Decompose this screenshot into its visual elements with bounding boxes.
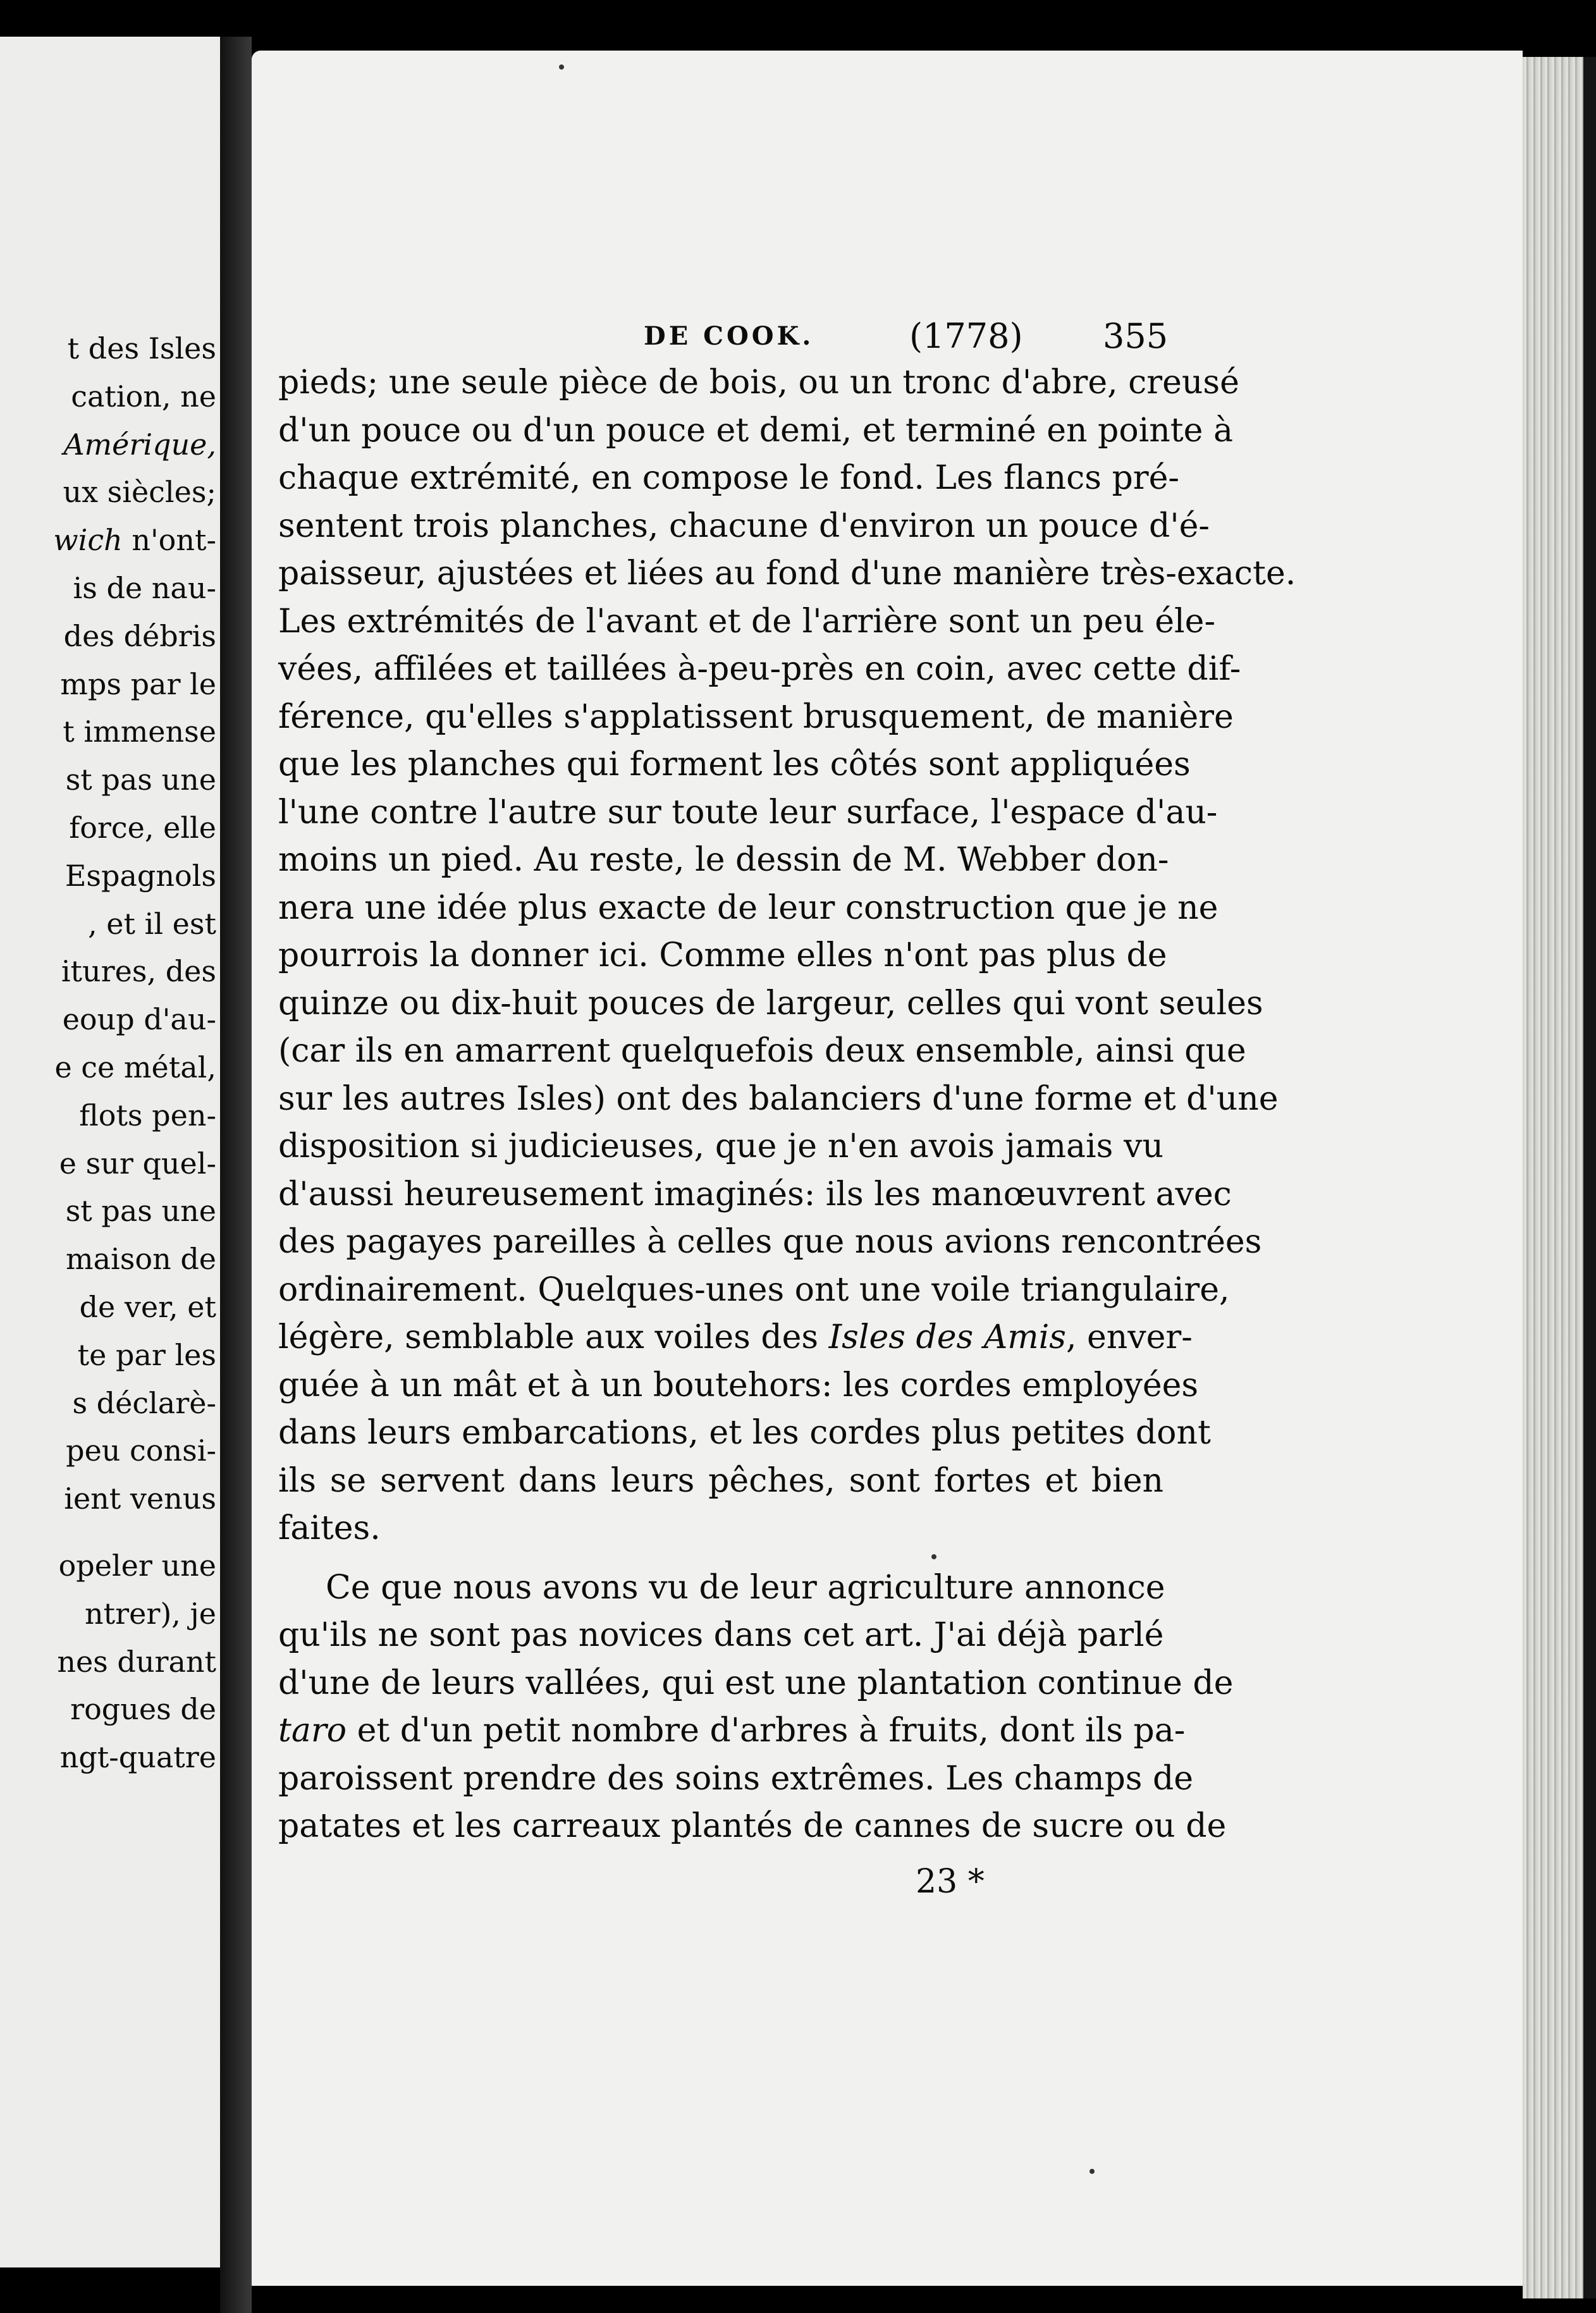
previous-page [0, 37, 220, 2267]
page-header [644, 316, 1169, 356]
text-line: paroissent prendre des soins extrêmes. Les champs de [278, 1759, 1194, 1798]
left-page-line: ngt-quatre [59, 1740, 216, 1775]
left-page-line: mps par le [60, 666, 216, 701]
text-line: nera une idée plus exacte de leur construction que je ne [278, 888, 1218, 927]
left-page-line: e sur quel- [59, 1146, 216, 1181]
left-page-line: wich n'ont- [53, 523, 216, 558]
text-line: paisseur, ajustées et liées au fond d'une manière très-exacte. [278, 555, 1296, 592]
text-line: des pagayes pareilles à celles que nous avions rencontrées [278, 1223, 1262, 1261]
left-page-line: nes durant [57, 1644, 216, 1679]
book-gutter [220, 37, 252, 2313]
left-page-line: peu consi- [66, 1433, 216, 1468]
body-text [278, 359, 1296, 1851]
left-page-line: s déclarè- [72, 1385, 216, 1420]
left-page-line: Amérique, [63, 427, 216, 462]
text-line: dans leurs embarcations, et les cordes plus petites dont [278, 1414, 1211, 1452]
left-page-line: t immense [63, 715, 216, 749]
italic-word: taro [278, 1712, 347, 1750]
left-page-line: force, elle [69, 811, 216, 845]
left-page-line: ux siècles; [63, 475, 216, 510]
text-segment: , enver- [1065, 1318, 1193, 1356]
text-line: ordinairement. Quelques-unes ont une voile triangulaire, [278, 1270, 1230, 1309]
running-head: DE COOK. [644, 321, 814, 351]
text-line: disposition si judicieuses, que je n'en avois jamais vu [278, 1127, 1163, 1165]
page-number: 355 [1103, 316, 1169, 356]
left-page-line: flots pen- [79, 1098, 216, 1132]
left-page-line: st pas une [65, 763, 216, 797]
left-page-line: opeler une [58, 1549, 216, 1583]
left-page-line: Espagnols [64, 858, 216, 893]
header-year: (1778) [909, 316, 1023, 356]
text-line: chaque extrémité, en compose le fond. Les flancs pré- [278, 459, 1179, 497]
left-page-line: te par les [77, 1337, 216, 1372]
left-page-line: itures, des [61, 954, 216, 989]
text-line: moins un pied. Au reste, le dessin de M. Webber don- [278, 841, 1169, 879]
signature-mark: 23 * [916, 1863, 985, 1901]
left-page-line: rogues de [70, 1692, 216, 1727]
text-line: que les planches qui forment les côtés sont appliquées [278, 745, 1191, 783]
text-line: sur les autres Isles) ont des balanciers d'une forme et d'une [278, 1079, 1279, 1118]
text-segment: et d'un petit nombre d'arbres à fruits, dont ils pa- [347, 1712, 1186, 1750]
text-line: patates et les carreaux plantés de cannes de sucre ou de [278, 1807, 1227, 1845]
left-page-line: ntrer), je [85, 1596, 216, 1631]
left-page-line: de ver, et [79, 1290, 216, 1324]
left-page-line: cation, ne [71, 379, 216, 414]
left-page-line: des débris [63, 618, 216, 653]
text-line: (car ils en amarrent quelquefois deux ensemble, ainsi que [278, 1032, 1246, 1070]
left-page-line: is de nau- [73, 571, 216, 605]
ink-speck [1090, 2169, 1095, 2174]
italic-place-name: Isles des Amis [828, 1318, 1066, 1356]
text-line: qu'ils ne sont pas novices dans cet art. J'ai déjà parlé [278, 1616, 1164, 1654]
cover-edge [1583, 57, 1596, 2298]
text-line: ils se servent dans leurs pêches, sont fortes et bien [278, 1461, 1163, 1500]
left-page-line: maison de [66, 1242, 216, 1277]
text-line: quinze ou dix-huit pouces de largeur, celles qui vont seules [278, 984, 1263, 1022]
left-page-line: eoup d'au- [62, 1002, 216, 1037]
text-line: pieds; une seule pièce de bois, ou un tronc d'abre, creusé [278, 364, 1239, 402]
left-page-line: t des Isles [67, 331, 216, 365]
text-line: d'un pouce ou d'un pouce et demi, et terminé en pointe à [278, 411, 1233, 450]
text-line: férence, qu'elles s'applatissent brusquement, de manière [278, 697, 1234, 736]
text-line: Les extrémités de l'avant et de l'arrière sont un peu éle- [278, 602, 1216, 641]
text-segment: légère, semblable aux voiles des [278, 1318, 829, 1356]
text-line: pourrois la donner ici. Comme elles n'ont pas plus de [278, 936, 1167, 974]
page-edges [1523, 57, 1596, 2298]
text-line: d'une de leurs vallées, qui est une plantation continue de [278, 1664, 1234, 1702]
text-line: sentent trois planches, chacune d'environ un pouce d'é- [278, 506, 1210, 545]
text-line-taro [278, 1707, 1186, 1755]
text-line: l'une contre l'autre sur toute leur surface, l'espace d'au- [278, 793, 1218, 831]
text-line: vées, affilées et taillées à-peu-près en coin, avec cette dif- [278, 650, 1241, 688]
left-page-line: e ce métal, [54, 1050, 216, 1084]
text-line: Ce que nous avons vu de leur agriculture annonce [326, 1568, 1165, 1607]
text-line: d'aussi heureusement imaginés: ils les manœuvrent avec [278, 1175, 1232, 1213]
text-line: faites. [278, 1509, 381, 1547]
ink-speck [559, 64, 564, 70]
left-page-line: ient venus [64, 1482, 216, 1516]
left-page-line: , et il est [88, 906, 216, 941]
text-line: guée à un mât et à un boutehors: les cordes employées [278, 1366, 1199, 1404]
left-page-line: st pas une [65, 1194, 216, 1229]
text-line-isles-des-amis [278, 1314, 1193, 1362]
